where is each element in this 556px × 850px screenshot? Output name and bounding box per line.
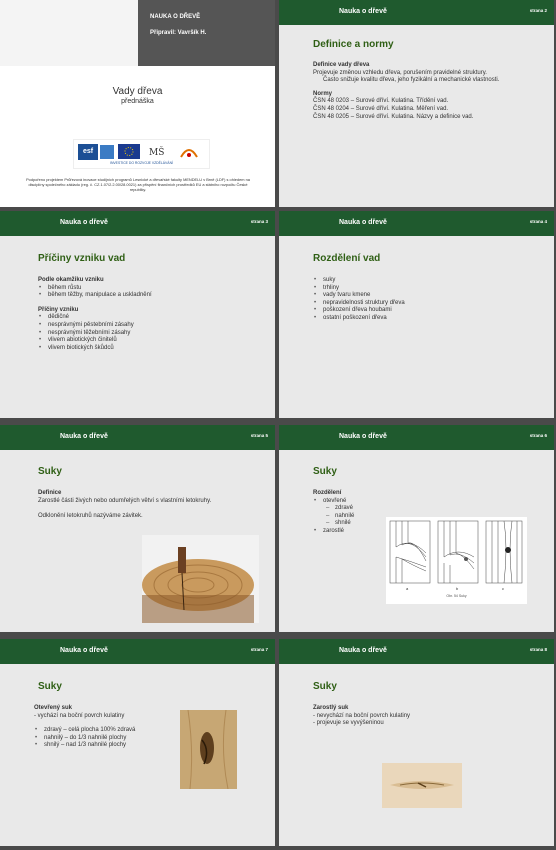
list-item: – nahnilé [335,513,393,521]
slide-7[interactable] [0,639,275,846]
page-number: strana 3 [250,219,268,224]
slide-header [279,211,554,236]
svg-text:MŠ: MŠ [149,148,165,158]
slide-2[interactable] [279,0,554,207]
list-item: • otevřené [323,498,393,506]
norm-item: ČSN 48 0205 – Surové dříví. Kulatina. Názvy a definice vad. [313,113,474,120]
header-title: Nauka o dřevě [339,433,387,440]
slide-body [34,705,184,750]
list-item: • zarostlé [323,528,393,536]
list-item: • shnilý – nad 1/3 nahnilé plochy [44,742,184,750]
list-item: – zdravé [335,505,393,513]
list-item: • nesprávnými pěstebními zásahy [48,322,268,330]
figure-label-a: a [406,586,409,591]
list-item: • během růstu [48,285,268,293]
slide-body [313,490,393,536]
knot-types-list [313,498,393,506]
page-number: strana 8 [529,647,547,652]
ingrown-knot-line-2: - projevuje se vyvýšeninou [313,720,384,727]
knot-diagram [386,517,527,604]
definition-heading: Definice vady dřeva [313,62,370,68]
open-knot-list [34,727,184,750]
page-number: strana 4 [529,219,547,224]
logos-caption: INVESTICE DO ROZVOJE VZDĚLÁVÁNÍ [110,161,173,165]
figure-caption: Obr. 54 Suky [446,594,467,598]
slide-header [0,639,275,664]
open-knot-photo [180,710,237,789]
defect-list [313,277,543,323]
slide-body [313,62,549,121]
slide-title: Definice a normy [313,39,394,50]
slide-1[interactable] [0,0,275,207]
page-number: strana 5 [250,433,268,438]
list-item: • trhliny [323,285,543,293]
list-item: • vady tvaru kmene [323,292,543,300]
classification-heading: Rozdělení [313,490,342,496]
author: Připravil: Vavršík H. [150,30,207,36]
whorl-line: Odklonění letokruhů nazýváme závitek. [38,513,143,520]
page-number: strana 6 [529,433,547,438]
ingrown-knot-line-1: - nevychází na boční povrch kulatiny [313,712,411,719]
sponsor-logos [73,139,210,169]
presentation-title: Vady dřeva [112,86,163,97]
slide-header [0,425,275,450]
page-number: strana 7 [250,647,268,652]
slide-title: Suky [313,466,337,477]
definition-line: Zarostlé části živých nebo odumřelých větví s vlastními letokruhy. [38,497,212,504]
slide-6[interactable] [279,425,554,632]
eu-emblem-icon [100,145,114,159]
list-item: – shnilé [335,520,393,528]
op-logo-icon [178,143,200,160]
title-box [138,0,275,66]
log-cross-section-photo [142,535,259,623]
list-item: • zdravý – celá plocha 100% zdravá [44,727,184,735]
slide-header [279,0,554,25]
list-item: • poškození dřeva houbami [323,307,543,315]
ingrown-knot-photo [382,763,462,808]
esf-logo: esf [78,144,98,160]
causes-list [38,314,268,352]
eu-flag-icon [118,144,140,159]
open-knot-sublist [313,505,393,528]
course-name: NAUKA O DŘEVĚ [150,14,201,20]
slide-body [38,277,268,352]
funding-footer: Podpořeno projektem Průřezová inovace studijních programů Lesnické a dřevařské fakulty MENDELU v Brně (LDF) s ohledem na disciplíny společného základu (reg. č. CZ.1.07/2.2.00/28.0021) za přispění finančních prostředků EU a státního rozpočtu České republiky. [26,177,250,192]
header-title: Nauka o dřevě [339,219,387,226]
slide-body [313,705,543,728]
slide-title: Suky [38,466,62,477]
slide-header [279,425,554,450]
slide-8[interactable] [279,639,554,846]
title-band [0,0,275,66]
figure-label-b: b [456,586,459,591]
presentation-subtitle: přednáška [121,98,154,105]
list-item: • ostatní poškození dřeva [323,315,543,323]
causes-heading: Příčiny vzniku [38,306,79,313]
list-item: • během těžby, manipulace a uskladnění [48,292,268,300]
slide-title: Rozdělení vad [313,253,381,264]
slide-3[interactable] [0,211,275,418]
open-knot-heading: Otevřený suk [34,705,73,711]
open-knot-line: - vychází na boční povrch kulatiny [34,712,125,719]
slide-4[interactable] [279,211,554,418]
list-item: • nepravidelnosti struktury dřeva [323,300,543,308]
timing-heading: Podle okamžiku vzniku [38,277,104,283]
definition-line-1: Projevuje změnou vzhledu dřeva, porušením pravidelné struktury. [313,69,487,76]
list-item: • nahnilý – do 1/3 nahnilé plochy [44,735,184,743]
header-title: Nauka o dřevě [60,647,108,654]
list-item: • vlivem abiotických činitelů [48,337,268,345]
slide-body [38,490,270,521]
header-title: Nauka o dřevě [339,647,387,654]
norms-heading: Normy [313,90,333,97]
slide-body [313,277,543,323]
definition-heading: Definice [38,490,62,496]
slide-header [0,211,275,236]
header-title: Nauka o dřevě [60,219,108,226]
figure-label-c: c [502,586,504,591]
slide-title: Suky [38,681,62,692]
list-item: • dědičné [48,314,268,322]
slide-title: Příčiny vzniku vad [38,253,126,264]
slide-header [279,639,554,664]
list-item: • nesprávnými těžebními zásahy [48,330,268,338]
knot-types-list [313,528,393,536]
norm-item: ČSN 48 0204 – Surové dříví. Kulatina. Měření vad. [313,105,449,112]
definition-line-2: Často snižuje kvalitu dřeva, jeho fyzikální a mechanické vlastnosti. [323,77,500,84]
slide-title: Suky [313,681,337,692]
list-item: • suky [323,277,543,285]
ingrown-knot-heading: Zarostlý suk [313,705,349,711]
page-number: strana 2 [529,8,547,13]
norm-item: ČSN 48 0203 – Surové dříví. Kulatina. Třídění vad. [313,98,449,105]
list-item: • vlivem biotických škůdců [48,345,268,353]
header-title: Nauka o dřevě [339,8,387,15]
slide-5[interactable] [0,425,275,632]
timing-list [38,285,268,300]
header-title: Nauka o dřevě [60,433,108,440]
msmt-logo-icon [148,144,170,159]
